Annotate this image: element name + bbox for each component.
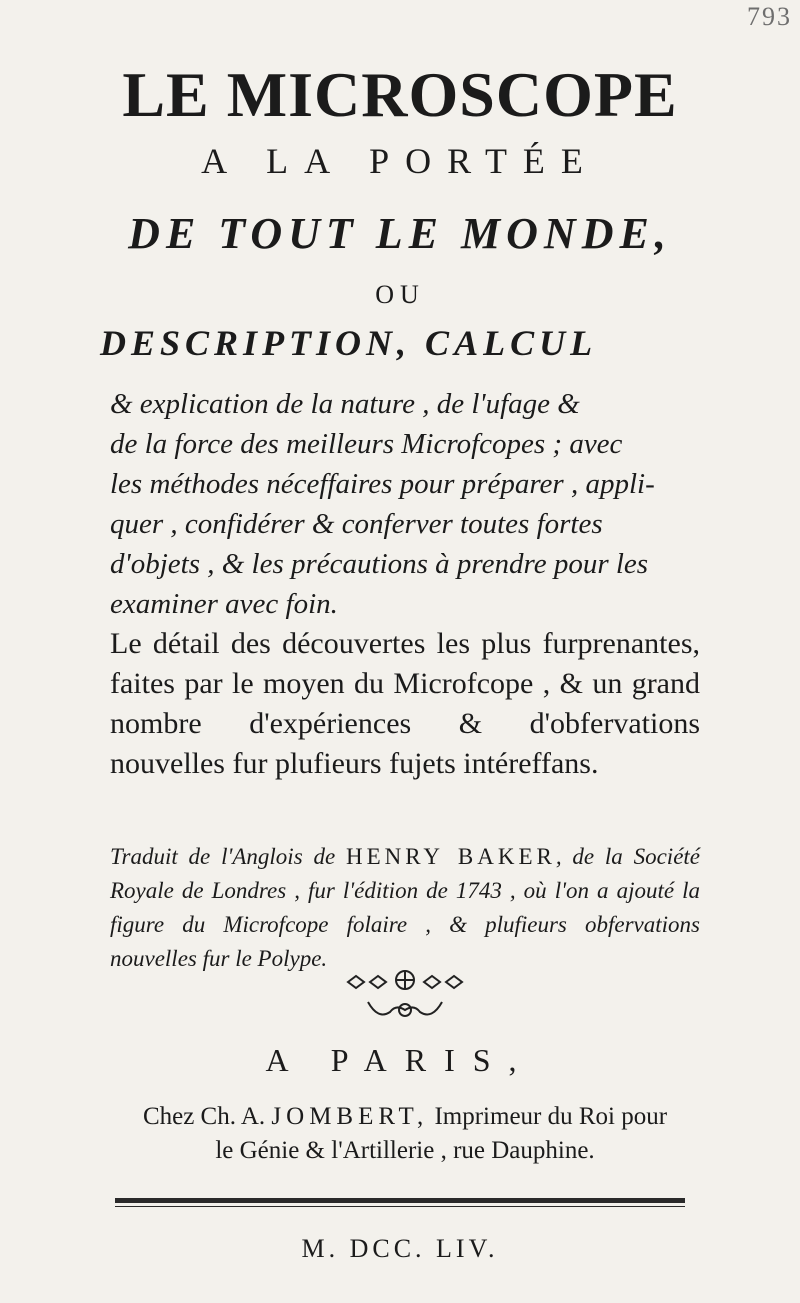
imprint-line-2: le Génie & l'Artillerie , rue Dauphine. [215, 1137, 595, 1164]
printer-name: JOMBERT, [271, 1103, 429, 1130]
shelf-number: 793 [747, 2, 792, 31]
subtitle-line-1: A LA PORTÉE [201, 141, 599, 181]
description-line: quer , confidérer & conferver toutes fortes [110, 508, 603, 540]
translation-note [110, 840, 700, 976]
book-title: LE MICROSCOPE [122, 59, 678, 130]
ou-connector: OU [375, 280, 425, 309]
publication-date: M. DCC. LIV. [301, 1234, 499, 1263]
subtitle-line-2: DE TOUT LE MONDE, [128, 209, 672, 258]
translation-suffix: , de la Société Royale de Londres , fur l'édition de 1743 , où l'on a ajouté la figure du Microfcope folaire , & plufieurs obfervations nouvelles fur le Polype. [110, 844, 701, 971]
imprint-line-1-rest: Imprimeur du Roi pour [434, 1103, 668, 1130]
description-line: examiner avec foin. [110, 588, 338, 620]
description-line: & explication de la nature , de l'ufage & [110, 388, 580, 420]
description-line: d'objets , & les précautions à prendre pour les [110, 548, 649, 580]
imprint [110, 1100, 700, 1168]
translation-prefix: Traduit de l'Anglois de [110, 844, 336, 869]
author-name: HENRY BAKER [345, 844, 556, 869]
description-line: les méthodes néceffaires pour préparer , appli- [110, 468, 655, 500]
divider-rule [115, 1198, 685, 1203]
detail-paragraph: Le détail des découvertes les plus furprenantes, faites par le moyen du Microfcope , & un grand nombre d'expériences & d'obfervations nouvelles fur plufieurs fujets intéreffans. [110, 627, 700, 780]
description-heading: DESCRIPTION, CALCUL [100, 323, 598, 363]
imprint-chez: Chez Ch. A. [142, 1103, 266, 1130]
printer-ornament-icon [340, 960, 470, 1032]
imprint-line-1 [110, 1100, 700, 1134]
place-of-publication: A PARIS, [265, 1042, 535, 1078]
description-line: de la force des meilleurs Microfcopes ; avec [110, 428, 623, 460]
description-body [110, 384, 700, 624]
divider-rule-thin [115, 1206, 685, 1207]
